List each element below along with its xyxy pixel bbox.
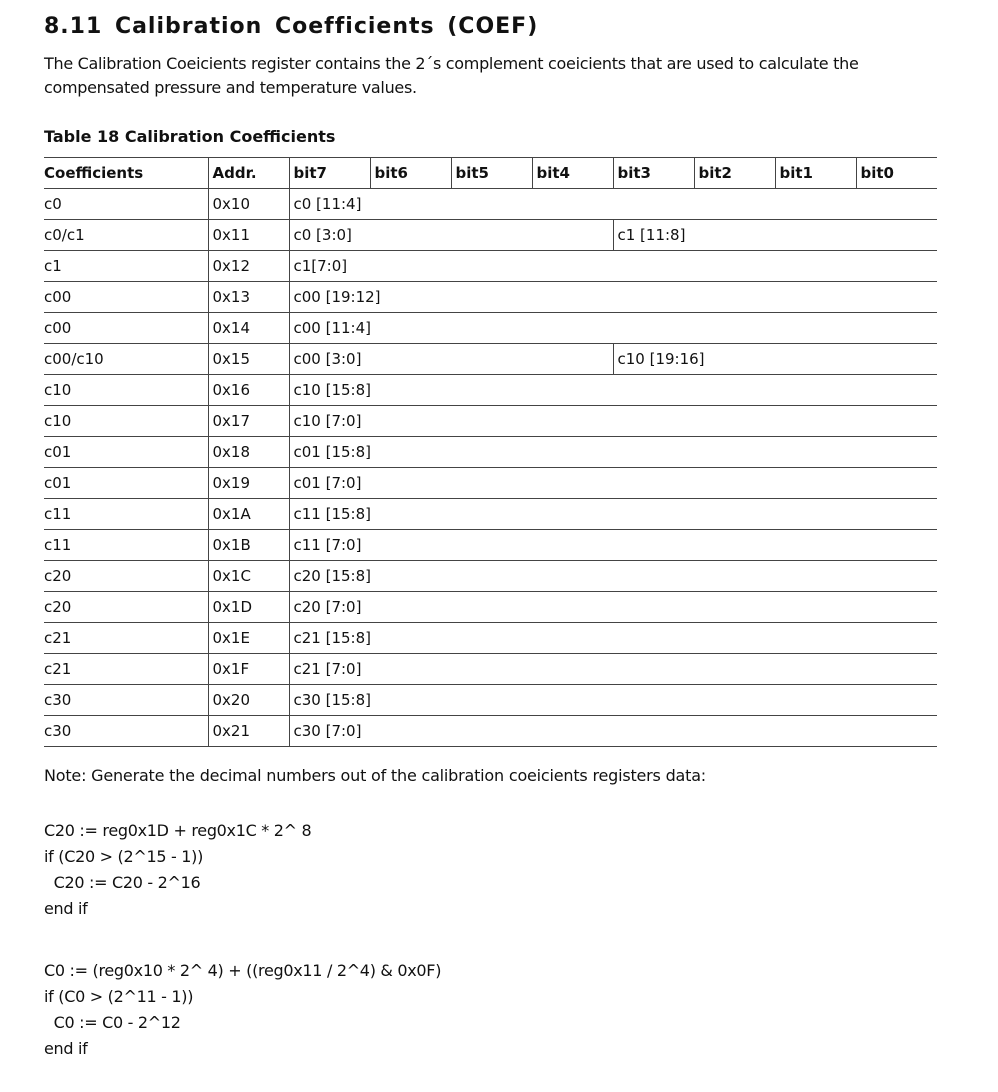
cell-addr: 0x10 [208,189,289,220]
column-header: Coefficients [44,158,208,189]
cell-b: c1 [11:8] [613,220,937,251]
cell-addr: 0x1C [208,561,289,592]
column-header: bit6 [370,158,451,189]
cell-a: c1[7:0] [289,251,937,282]
table-row [44,344,937,375]
table-row [44,282,937,313]
cell-coef: c00/c10 [44,344,208,375]
cell-a: c00 [11:4] [289,313,937,344]
column-header: bit2 [694,158,775,189]
cell-coef: c10 [44,406,208,437]
table-row [44,437,937,468]
table-row [44,561,937,592]
column-header: bit5 [451,158,532,189]
cell-addr: 0x18 [208,437,289,468]
cell-addr: 0x1B [208,530,289,561]
table-row [44,220,937,251]
cell-coef: c20 [44,592,208,623]
table-row [44,375,937,406]
cell-addr: 0x16 [208,375,289,406]
cell-addr: 0x20 [208,685,289,716]
table-row [44,189,937,220]
cell-coef: c0 [44,189,208,220]
column-header: bit0 [856,158,937,189]
intro-paragraph: The Calibration Coeicients register contains the 2´s complement coeicients that are used to calculate the compensated pressure and temperature values. [44,54,859,97]
cell-coef: c30 [44,716,208,747]
column-header: Addr. [208,158,289,189]
table-caption: Table 18 Calibration Coefficients [44,127,336,146]
cell-addr: 0x1D [208,592,289,623]
cell-a: c20 [7:0] [289,592,937,623]
cell-a: c10 [7:0] [289,406,937,437]
cell-a: c21 [7:0] [289,654,937,685]
table-row [44,654,937,685]
cell-coef: c01 [44,468,208,499]
column-header: bit3 [613,158,694,189]
cell-coef: c1 [44,251,208,282]
cell-addr: 0x1A [208,499,289,530]
cell-a: c0 [3:0] [289,220,613,251]
code-block-c20: C20 := reg0x1D + reg0x1C * 2^ 8 if (C20 > (2^15 - 1)) C20 := C20 - 2^16 end if [44,821,312,918]
table-row [44,251,937,282]
cell-a: c20 [15:8] [289,561,937,592]
cell-a: c01 [7:0] [289,468,937,499]
cell-coef: c20 [44,561,208,592]
cell-a: c00 [3:0] [289,344,613,375]
cell-coef: c21 [44,623,208,654]
table-row [44,499,937,530]
cell-addr: 0x19 [208,468,289,499]
column-header: bit7 [289,158,370,189]
cell-addr: 0x11 [208,220,289,251]
cell-a: c00 [19:12] [289,282,937,313]
cell-coef: c11 [44,530,208,561]
cell-b: c10 [19:16] [613,344,937,375]
column-header: bit1 [775,158,856,189]
cell-coef: c30 [44,685,208,716]
cell-addr: 0x1F [208,654,289,685]
cell-a: c11 [15:8] [289,499,937,530]
cell-addr: 0x1E [208,623,289,654]
code-block-c0: C0 := (reg0x10 * 2^ 4) + ((reg0x11 / 2^4) & 0x0F) if (C0 > (2^11 - 1)) C0 := C0 - 2^12 end if [44,961,442,1058]
table-row [44,685,937,716]
section-title: 8.11 Calibration Coefficients (COEF) [44,14,539,39]
cell-a: c10 [15:8] [289,375,937,406]
cell-addr: 0x15 [208,344,289,375]
cell-coef: c00 [44,313,208,344]
cell-coef: c11 [44,499,208,530]
cell-a: c01 [15:8] [289,437,937,468]
table-row [44,623,937,654]
cell-a: c11 [7:0] [289,530,937,561]
coefficients-table [44,157,937,747]
table-row [44,313,937,344]
table-row [44,592,937,623]
note-text: Note: Generate the decimal numbers out of the calibration coeicients registers data: [44,766,706,785]
table-row [44,716,937,747]
cell-addr: 0x17 [208,406,289,437]
table-row [44,468,937,499]
cell-addr: 0x12 [208,251,289,282]
table-row [44,406,937,437]
cell-coef: c00 [44,282,208,313]
cell-coef: c21 [44,654,208,685]
cell-coef: c10 [44,375,208,406]
column-header: bit4 [532,158,613,189]
cell-addr: 0x13 [208,282,289,313]
cell-addr: 0x21 [208,716,289,747]
cell-a: c30 [15:8] [289,685,937,716]
cell-a: c0 [11:4] [289,189,937,220]
cell-a: c30 [7:0] [289,716,937,747]
table-row [44,530,937,561]
cell-addr: 0x14 [208,313,289,344]
cell-coef: c0/c1 [44,220,208,251]
cell-a: c21 [15:8] [289,623,937,654]
cell-coef: c01 [44,437,208,468]
